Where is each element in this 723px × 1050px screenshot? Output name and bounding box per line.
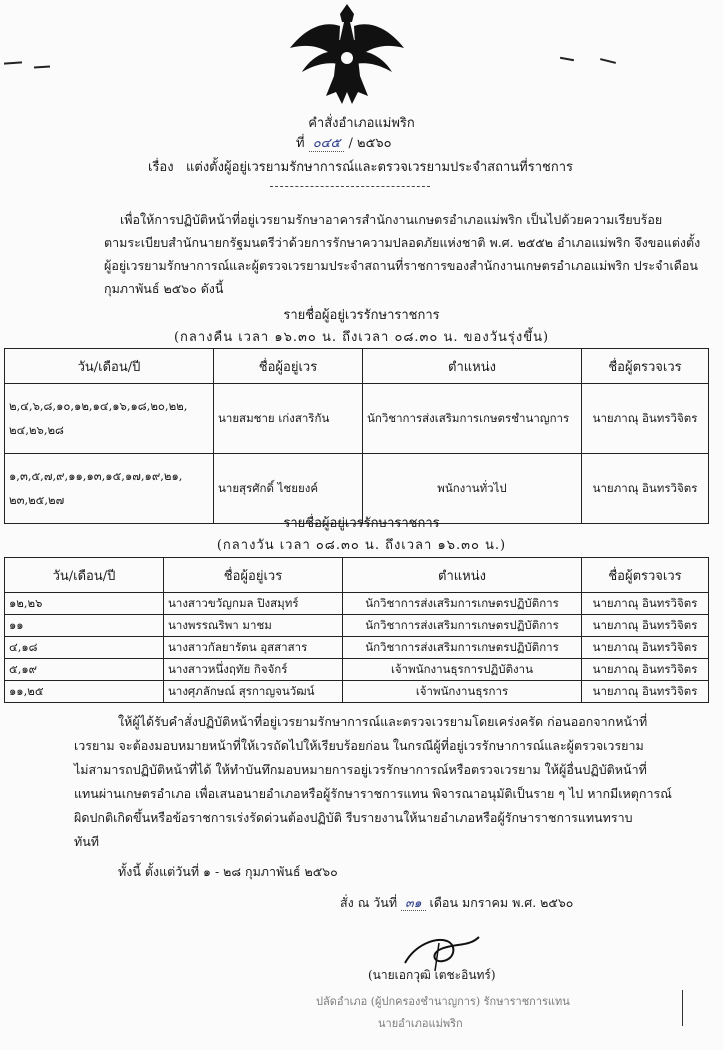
row-position: เจ้าพนักงานธุรการปฏิบัติงาน bbox=[343, 659, 582, 681]
row-name: นางสาวหนึ่งฤทัย กิจจักร์ bbox=[164, 659, 343, 681]
subject-label: เรื่อง bbox=[148, 160, 174, 175]
row-name: นางพรรณริพา มาชม bbox=[164, 615, 343, 637]
signing-day: ๓๑ bbox=[401, 895, 425, 911]
signing-date bbox=[340, 893, 573, 912]
duty-line-4: แทนผ่านเกษตรอำเภอ เพื่อเสนอนายอำเภอหรือผู้รักษาราชการแทน พิจารณาอนุมัติเป็นราย ๆ ไป หากมีเหตุการณ์ bbox=[74, 786, 672, 801]
duty-line-3: ไม่สามารถปฏิบัติหน้าที่ได้ ให้ทำบันทึกมอบหมายการอยู่เวรรักษาการณ์หรือตรวจเวรยาม ให้ผู้อื่นปฏิบัติหน้าที่ bbox=[74, 762, 647, 777]
day-table-title: รายชื่อผู้อยู่เวรรักษาราชการ bbox=[283, 516, 440, 531]
row-inspector: นายภาณุ อินทรวิจิตร bbox=[582, 384, 709, 454]
order-year: / ๒๕๖๐ bbox=[348, 136, 392, 151]
day-table-subtitle: (กลางวัน เวลา ๐๘.๓๐ น. ถึงเวลา ๑๖.๓๐ น.) bbox=[216, 538, 507, 553]
row-name: นายสมชาย เก่งสาริกัน bbox=[214, 384, 363, 454]
row-dates-line-1: ๑,๓,๕,๗,๙,๑๑,๑๓,๑๕,๑๗,๑๙,๒๑, bbox=[9, 468, 183, 483]
row-dates: ๕,๑๙ bbox=[5, 659, 164, 681]
signing-prefix: สั่ง ณ วันที่ bbox=[340, 895, 398, 910]
row-inspector: นายภาณุ อินทรวิจิตร bbox=[582, 637, 709, 659]
table-row bbox=[5, 637, 709, 659]
row-position: นักวิชาการส่งเสริมการเกษตรชำนาญการ bbox=[363, 384, 582, 454]
table-header-row bbox=[5, 349, 709, 384]
intro-line-1: เพื่อให้การปฏิบัติหน้าที่อยู่เวรยามรักษาอาคารสำนักงานเกษตรอำเภอแม่พริก เป็นไปด้วยความเรียบร้อย bbox=[120, 212, 663, 227]
signing-suffix: เดือน มกราคม พ.ศ. ๒๕๖๐ bbox=[429, 895, 574, 910]
col-inspector: ชื่อผู้ตรวจเวร bbox=[582, 558, 709, 593]
row-name: นางสาวขวัญกมล ปิงสมุทร์ bbox=[164, 593, 343, 615]
order-prefix: ที่ bbox=[296, 136, 305, 151]
col-position: ตำแหน่ง bbox=[343, 558, 582, 593]
order-number-line bbox=[296, 132, 392, 153]
duty-line-5: ผิดปกติเกิดขึ้นหรือข้อราชการเร่งรัดด่วนต้องปฏิบัติ รีบรายงานให้นายอำเภอหรือผู้รักษาราชการแทนทราบ bbox=[74, 810, 633, 825]
row-name: นางศุภลักษณ์ สุรกาญจนวัฒน์ bbox=[164, 681, 343, 703]
intro-line-2: ตามระเบียบสำนักนายกรัฐมนตรีว่าด้วยการรักษาความปลอดภัยแห่งชาติ พ.ศ. ๒๕๕๒ อำเภอแม่พริก จึงขอแต่งตั้ง bbox=[104, 235, 701, 250]
row-position: พนักงานทั่วไป bbox=[363, 454, 582, 524]
table-row bbox=[5, 659, 709, 681]
table-row bbox=[5, 593, 709, 615]
subject-text: แต่งตั้งผู้อยู่เวรยามรักษาการณ์และตรวจเวรยามประจำสถานที่ราชการ bbox=[186, 160, 573, 175]
row-position: เจ้าพนักงานธุรการ bbox=[343, 681, 582, 703]
signer-name: (นายเอกวุฒิ เตชะอินทร์) bbox=[368, 968, 496, 982]
signer-title-2: นายอำเภอแม่พริก bbox=[378, 1017, 463, 1030]
row-position: นักวิชาการส่งเสริมการเกษตรปฏิบัติการ bbox=[343, 593, 582, 615]
row-position: นักวิชาการส่งเสริมการเกษตรปฏิบัติการ bbox=[343, 637, 582, 659]
table-row bbox=[5, 615, 709, 637]
table-row bbox=[5, 681, 709, 703]
effective-date: ทั้งนี้ ตั้งแต่วันที่ ๑ - ๒๘ กุมภาพันธ์ ๒๕๖๐ bbox=[118, 864, 338, 879]
night-table-subtitle: (กลางคืน เวลา ๑๖.๓๐ น. ถึงเวลา ๐๘.๓๐ น. ของวันรุ่งขึ้น) bbox=[173, 330, 550, 345]
row-dates-line-2: ๒๔,๒๖,๒๘ bbox=[9, 422, 64, 437]
intro-line-3: ผู้อยู่เวรยามรักษาการณ์และผู้ตรวจเวรยามประจำสถานที่ราชการของสำนักงานเกษตรอำเภอแม่พริก ประจำเดือน bbox=[104, 258, 698, 273]
row-dates-line-2: ๒๓,๒๕,๒๗ bbox=[9, 492, 65, 507]
table-row bbox=[5, 384, 709, 454]
col-inspector: ชื่อผู้ตรวจเวร bbox=[582, 349, 709, 384]
night-table-title: รายชื่อผู้อยู่เวรรักษาราชการ bbox=[283, 308, 440, 323]
night-duty-table bbox=[4, 348, 709, 524]
row-inspector: นายภาณุ อินทรวิจิตร bbox=[582, 681, 709, 703]
row-name: นางสาวกัลยารัตน อุสสาสาร bbox=[164, 637, 343, 659]
garuda-emblem bbox=[282, 0, 412, 108]
row-inspector: นายภาณุ อินทรวิจิตร bbox=[582, 454, 709, 524]
row-position: นักวิชาการส่งเสริมการเกษตรปฏิบัติการ bbox=[343, 615, 582, 637]
row-inspector: นายภาณุ อินทรวิจิตร bbox=[582, 593, 709, 615]
row-inspector: นายภาณุ อินทรวิจิตร bbox=[582, 659, 709, 681]
col-name: ชื่อผู้อยู่เวร bbox=[164, 558, 343, 593]
col-date: วัน/เดือน/ปี bbox=[5, 558, 164, 593]
signer-title-1: ปลัดอำเภอ (ผู้ปกครองชำนาญการ) รักษาราชการแทน bbox=[316, 995, 570, 1008]
col-name: ชื่อผู้อยู่เวร bbox=[214, 349, 363, 384]
col-date: วัน/เดือน/ปี bbox=[5, 349, 214, 384]
scan-mark bbox=[560, 57, 574, 61]
row-dates: ๑๒,๒๖ bbox=[5, 593, 164, 615]
scan-mark bbox=[4, 61, 22, 64]
row-dates-line-1: ๒,๔,๖,๘,๑๐,๑๒,๑๔,๑๖,๑๘,๒๐,๒๒, bbox=[9, 398, 188, 413]
scan-mark bbox=[34, 65, 50, 68]
row-name: นายสุรศักดิ์ ไชยยงค์ bbox=[214, 454, 363, 524]
intro-line-4: กุมภาพันธ์ ๒๕๖๐ ดังนี้ bbox=[104, 281, 224, 296]
order-number: ๐๔๕ bbox=[309, 136, 345, 152]
header-divider bbox=[270, 186, 430, 187]
duty-line-6: ทันที bbox=[74, 834, 100, 849]
row-dates: ๔,๑๘ bbox=[5, 637, 164, 659]
row-dates bbox=[5, 384, 214, 454]
row-dates: ๑๑,๒๕ bbox=[5, 681, 164, 703]
office-title: คำสั่งอำเภอแม่พริก bbox=[308, 116, 415, 131]
subject-line bbox=[148, 156, 573, 177]
row-inspector: นายภาณุ อินทรวิจิตร bbox=[582, 615, 709, 637]
duty-line-2: เวรยาม จะต้องมอบหมายหน้าที่ให้เวรถัดไปให้เรียบร้อยก่อน ในกรณีผู้ที่อยู่เวรรักษาการณ์และผู้ตรวจเวรยาม bbox=[74, 738, 644, 753]
row-dates: ๑๑ bbox=[5, 615, 164, 637]
scan-mark bbox=[682, 990, 683, 1026]
day-duty-table bbox=[4, 557, 709, 703]
scan-mark bbox=[600, 58, 616, 64]
duty-line-1: ให้ผู้ได้รับคำสั่งปฏิบัติหน้าที่อยู่เวรยามรักษาการณ์และตรวจเวรยามโดยเคร่งครัด ก่อนออกจากหน้าที่ bbox=[118, 714, 648, 729]
col-position: ตำแหน่ง bbox=[363, 349, 582, 384]
table-header-row bbox=[5, 558, 709, 593]
